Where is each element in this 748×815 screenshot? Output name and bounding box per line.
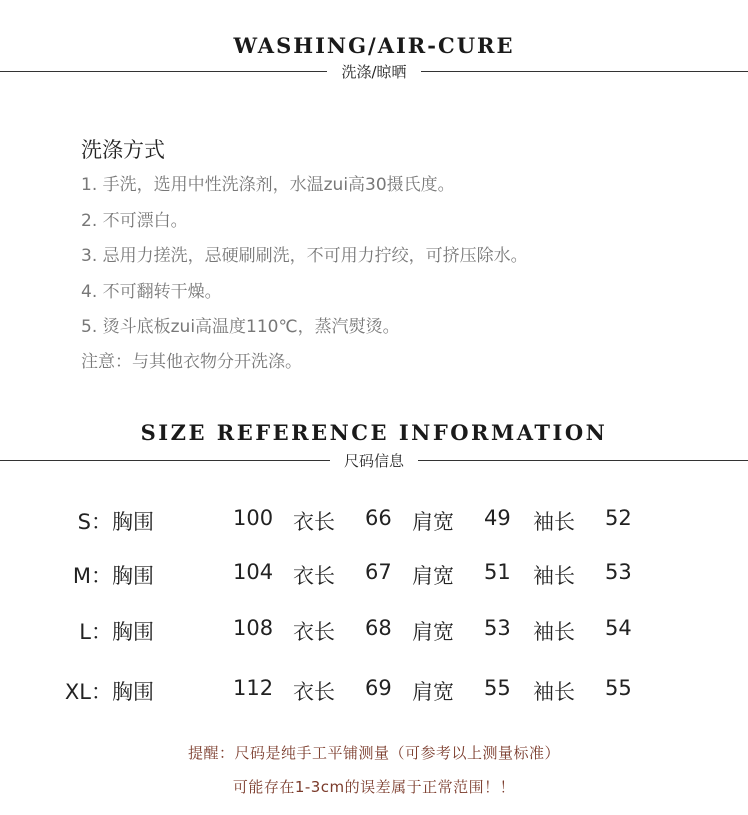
measurement-reminder: 提醒：尺码是纯手工平铺测量（可参考以上测量标准）: [187, 744, 560, 762]
sleeve-label: 袖长: [533, 564, 575, 588]
tolerance-note: 可能存在1-3cm的误差属于正常范围！！: [232, 778, 516, 796]
length-value: 68: [365, 616, 392, 640]
size-section-title: SIZE REFERENCE INFORMATION: [140, 420, 608, 445]
shoulder-label: 肩宽: [412, 564, 454, 588]
washing-instruction-2: 2. 不可漂白。: [81, 211, 188, 231]
washing-subtitle: [0, 61, 748, 82]
sleeve-value: 52: [605, 506, 632, 530]
chest-value: 108: [233, 616, 274, 640]
length-value: 69: [365, 676, 392, 700]
size-label: XL：胸围: [64, 680, 154, 704]
shoulder-value: 55: [484, 676, 511, 700]
length-value: 66: [365, 506, 392, 530]
shoulder-value: 49: [484, 506, 511, 530]
size-row-m: [0, 560, 748, 590]
shoulder-label: 肩宽: [412, 510, 454, 534]
size-subtitle-text: 尺码信息: [330, 452, 418, 470]
length-label: 衣长: [293, 564, 335, 588]
size-label: S：胸围: [77, 510, 154, 534]
size-row-s: [0, 506, 748, 536]
sleeve-value: 55: [605, 676, 632, 700]
size-row-xl: [0, 676, 748, 706]
washing-method-heading: 洗涤方式: [81, 138, 165, 162]
sleeve-label: 袖长: [533, 680, 575, 704]
length-label: 衣长: [293, 620, 335, 644]
washing-instruction-5: 5. 烫斗底板zui高温度110℃，蒸汽熨烫。: [81, 317, 400, 337]
shoulder-value: 51: [484, 560, 511, 584]
washing-instruction-3: 3. 忌用力搓洗，忌硬刷刷洗，不可用力拧绞，可挤压除水。: [81, 246, 528, 266]
size-label: L：胸围: [79, 620, 154, 644]
chest-value: 100: [233, 506, 274, 530]
length-label: 衣长: [293, 680, 335, 704]
washing-instruction-1: 1. 手洗，选用中性洗涤剂，水温zui高30摄氏度。: [81, 175, 455, 195]
washing-subtitle-text: 洗涤/晾晒: [327, 63, 420, 81]
washing-section-title: WASHING/AIR-CURE: [233, 33, 515, 58]
sleeve-value: 54: [605, 616, 632, 640]
sleeve-label: 袖长: [533, 620, 575, 644]
length-label: 衣长: [293, 510, 335, 534]
shoulder-label: 肩宽: [412, 680, 454, 704]
shoulder-label: 肩宽: [412, 620, 454, 644]
sleeve-label: 袖长: [533, 510, 575, 534]
size-label: M：胸围: [72, 564, 154, 588]
washing-note: 注意：与其他衣物分开洗涤。: [81, 352, 302, 372]
length-value: 67: [365, 560, 392, 584]
sleeve-value: 53: [605, 560, 632, 584]
size-subtitle: [0, 450, 748, 471]
chest-value: 112: [233, 676, 274, 700]
size-row-l: [0, 616, 748, 646]
shoulder-value: 53: [484, 616, 511, 640]
chest-value: 104: [233, 560, 274, 584]
washing-instruction-4: 4. 不可翻转干燥。: [81, 282, 222, 302]
